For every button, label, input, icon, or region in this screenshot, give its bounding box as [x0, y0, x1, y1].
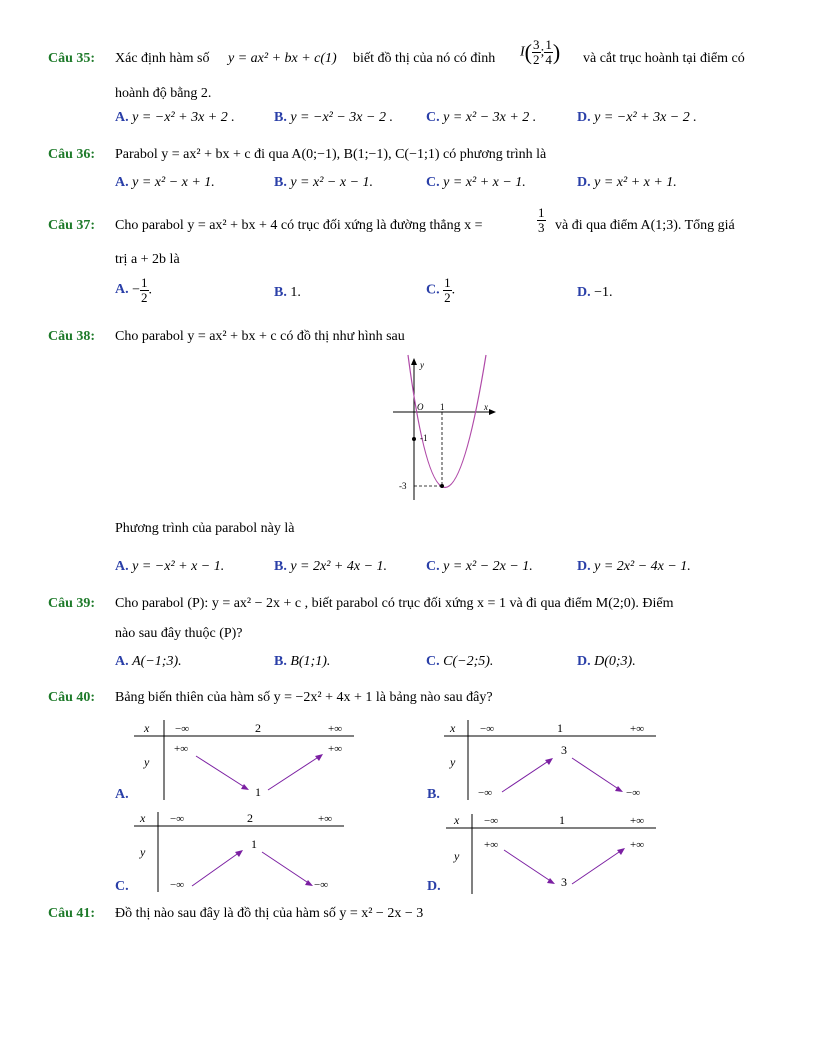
y-header: y	[144, 755, 150, 769]
q36-option-a[interactable]	[115, 175, 215, 191]
q38-line2: Phương trình của parabol này là	[115, 521, 295, 536]
option-text: A(−1;3).	[132, 654, 182, 669]
y-critical-value: 3	[561, 875, 567, 889]
option-text: y = x² − x − 1.	[290, 175, 374, 190]
y-right-value: −∞	[626, 787, 641, 799]
q39-text: Cho parabol (P): y = ax² − 2x + c , biết parabol có trục đối xứng x = 1 và đi qua điểm M(2;0). Điểm	[115, 596, 674, 611]
parabola-curve	[408, 355, 486, 488]
q35-function: y = ax² + bx + c(1)	[228, 51, 337, 66]
x-critical: 2	[255, 721, 261, 735]
origin-label: O	[417, 402, 424, 412]
increasing-arrow	[572, 850, 622, 884]
q35-vertex-x-num: 3	[533, 37, 540, 52]
decreasing-arrow	[262, 852, 310, 884]
x-pos-inf: +∞	[318, 813, 333, 825]
q35-text-b: biết đồ thị của nó có đỉnh	[353, 51, 496, 66]
y-header: y	[140, 845, 146, 859]
y-axis-label: y	[420, 360, 424, 370]
arrowhead-icon	[315, 754, 323, 761]
q35-vertex-y-den: 4	[545, 52, 552, 67]
option-label: B.	[274, 559, 287, 574]
x-neg-inf: −∞	[175, 723, 190, 735]
option-label: A.	[115, 281, 129, 297]
option-label: C.	[426, 175, 440, 190]
x-critical: 1	[559, 813, 565, 827]
increasing-arrow	[502, 760, 550, 792]
q40-table-a-label[interactable]: A.	[115, 787, 129, 802]
q38-parabol-graph	[388, 350, 498, 505]
option-tail: .	[451, 282, 456, 298]
q37-axis-num: 1	[538, 205, 545, 220]
option-text: y = x² − x + 1.	[132, 175, 215, 190]
arrowhead-icon	[545, 758, 553, 765]
q36-option-b[interactable]	[274, 175, 373, 191]
q39-option-a[interactable]	[115, 654, 182, 670]
q38-option-c[interactable]	[426, 559, 533, 575]
option-frac-den: 2	[141, 290, 148, 305]
option-label: D.	[577, 285, 591, 300]
y-right-value: +∞	[328, 743, 343, 755]
q38-option-a[interactable]	[115, 559, 224, 575]
q35-option-d[interactable]	[577, 110, 697, 126]
y-tick-label-1: -1	[420, 433, 428, 443]
x-header: x	[140, 811, 146, 825]
q35-option-c[interactable]	[426, 110, 536, 126]
y-tick-label-2: -3	[399, 481, 407, 491]
y-right-value: +∞	[630, 839, 645, 851]
option-label: B.	[274, 175, 287, 190]
option-label: C.	[426, 110, 440, 125]
x-header: x	[450, 721, 456, 735]
q35-number: Câu 35:	[48, 51, 96, 66]
q35-option-b[interactable]	[274, 110, 393, 126]
y-intercept-point	[412, 437, 416, 441]
q36-text: Parabol y = ax² + bx + c đi qua A(0;−1), B(1;−1), C(−1;1) có phương trình là	[115, 147, 547, 162]
q36-option-c[interactable]	[426, 175, 526, 191]
q38-option-b[interactable]	[274, 559, 387, 575]
q37-option-c[interactable]	[426, 276, 455, 305]
y-left-value: −∞	[478, 787, 493, 799]
q35-vertex-label: I	[520, 44, 525, 60]
option-text: y = −x² + 3x + 2 .	[132, 110, 235, 125]
y-header: y	[454, 849, 460, 863]
q39-option-d[interactable]	[577, 654, 636, 670]
q37-option-b[interactable]	[274, 285, 301, 301]
y-left-value: −∞	[170, 879, 185, 891]
q39-option-c[interactable]	[426, 654, 493, 670]
decreasing-arrow	[504, 850, 552, 882]
x-neg-inf: −∞	[480, 723, 495, 735]
option-text: y = 2x² − 4x − 1.	[594, 559, 691, 574]
x-pos-inf: +∞	[328, 723, 343, 735]
option-text: y = x² − 2x − 1.	[443, 559, 533, 574]
option-label: C.	[426, 654, 440, 669]
arrowhead-icon	[241, 784, 249, 790]
option-text: y = x² + x + 1.	[594, 175, 677, 190]
option-text: −1.	[594, 285, 613, 300]
option-label: B.	[274, 285, 287, 300]
q39-option-b[interactable]	[274, 654, 330, 670]
q36-number: Câu 36:	[48, 147, 96, 162]
q40-variation-table-a	[130, 716, 360, 802]
y-left-value: +∞	[174, 743, 189, 755]
q37-option-a[interactable]	[115, 276, 152, 305]
option-label: D.	[577, 559, 591, 574]
q37-line2: trị a + 2b là	[115, 252, 180, 267]
q37-number: Câu 37:	[48, 218, 96, 233]
option-frac-num: 1	[444, 275, 451, 290]
q41-text: Đồ thị nào sau đây là đồ thị của hàm số y = x² − 2x − 3	[115, 906, 424, 921]
option-label: D.	[577, 110, 591, 125]
q37-axis-fraction	[537, 206, 546, 235]
increasing-arrow	[268, 756, 320, 790]
q35-vertex-x-den: 2	[533, 52, 540, 67]
y-critical-value: 1	[255, 785, 261, 799]
option-text: D(0;3).	[594, 654, 636, 669]
option-frac-den: 2	[444, 290, 451, 305]
q37-axis-den: 3	[538, 220, 545, 235]
q35-text-a: Xác định hàm số	[115, 51, 210, 66]
increasing-arrow	[192, 852, 240, 886]
option-label: C.	[426, 559, 440, 574]
option-label: A.	[115, 654, 129, 669]
q37-option-d[interactable]	[577, 285, 613, 301]
x-critical: 2	[247, 811, 253, 825]
x-critical: 1	[557, 721, 563, 735]
x-neg-inf: −∞	[170, 813, 185, 825]
option-text: B(1;1).	[290, 654, 331, 669]
option-label: B.	[274, 110, 287, 125]
q39-line2: nào sau đây thuộc (P)?	[115, 626, 243, 641]
arrowhead-icon	[235, 850, 243, 857]
q35-text-c: và cắt trục hoành tại điểm có	[583, 51, 745, 66]
option-label: A.	[115, 175, 129, 190]
q35-vertex-y-num: 1	[545, 37, 552, 52]
option-sign: −	[132, 282, 141, 298]
option-label: D.	[577, 654, 591, 669]
x-header: x	[454, 813, 460, 827]
q40-variation-table-d	[440, 810, 660, 896]
option-frac-num: 1	[141, 275, 148, 290]
q36-option-d[interactable]	[577, 175, 677, 191]
q40-table-c-label[interactable]: C.	[115, 879, 129, 894]
decreasing-arrow	[572, 758, 620, 790]
arrowhead-icon	[617, 848, 625, 855]
q37-text-a: Cho parabol y = ax² + bx + 4 có trục đối xứng là đường thẳng x =	[115, 218, 483, 233]
y-critical-value: 1	[251, 837, 257, 851]
option-text: y = −x² + 3x − 2 .	[594, 110, 697, 125]
option-label: A.	[115, 559, 129, 574]
x-pos-inf: +∞	[630, 815, 645, 827]
option-label: C.	[426, 282, 440, 298]
x-axis-label: x	[484, 402, 488, 412]
y-critical-value: 3	[561, 743, 567, 757]
q41-number: Câu 41:	[48, 906, 96, 921]
q35-option-a[interactable]	[115, 110, 235, 126]
q38-text: Cho parabol y = ax² + bx + c có đồ thị như hình sau	[115, 329, 405, 344]
option-text: y = −x² − 3x − 2 .	[290, 110, 393, 125]
option-text: 1.	[290, 285, 301, 300]
q40-variation-table-c	[130, 808, 350, 894]
x-pos-inf: +∞	[630, 723, 645, 735]
x-header: x	[144, 721, 150, 735]
q35-line2: hoành độ bằng 2.	[115, 86, 212, 101]
q40-table-b-label[interactable]: B.	[427, 787, 440, 802]
vertex-point	[440, 484, 444, 488]
q40-number: Câu 40:	[48, 690, 96, 705]
option-text: y = x² + x − 1.	[443, 175, 526, 190]
option-tail: .	[148, 282, 153, 298]
x-tick-label: 1	[440, 402, 445, 412]
q38-number: Câu 38:	[48, 329, 96, 344]
x-axis-arrow-icon	[489, 409, 496, 415]
option-label: D.	[577, 175, 591, 190]
q40-variation-table-b	[440, 716, 660, 802]
y-header: y	[450, 755, 456, 769]
option-text: C(−2;5).	[443, 654, 494, 669]
q37-text-b: và đi qua điểm A(1;3). Tổng giá	[555, 218, 735, 233]
q40-text: Bảng biến thiên của hàm số y = −2x² + 4x + 1 là bảng nào sau đây?	[115, 690, 493, 705]
q35-vertex: I( $\frac{3}{2}$ ; $\frac{1}{4}$ )	[520, 37, 561, 67]
option-label: B.	[274, 654, 287, 669]
decreasing-arrow	[196, 756, 246, 788]
y-left-value: +∞	[484, 839, 499, 851]
q40-table-d-label[interactable]: D.	[427, 879, 441, 894]
q38-option-d[interactable]	[577, 559, 691, 575]
option-label: A.	[115, 110, 129, 125]
q39-number: Câu 39:	[48, 596, 96, 611]
y-axis-arrow-icon	[411, 358, 417, 365]
option-text: y = 2x² + 4x − 1.	[290, 559, 388, 574]
y-right-value: −∞	[314, 879, 329, 891]
option-text: y = −x² + x − 1.	[132, 559, 225, 574]
option-text: y = x² − 3x + 2 .	[443, 110, 537, 125]
x-neg-inf: −∞	[484, 815, 499, 827]
